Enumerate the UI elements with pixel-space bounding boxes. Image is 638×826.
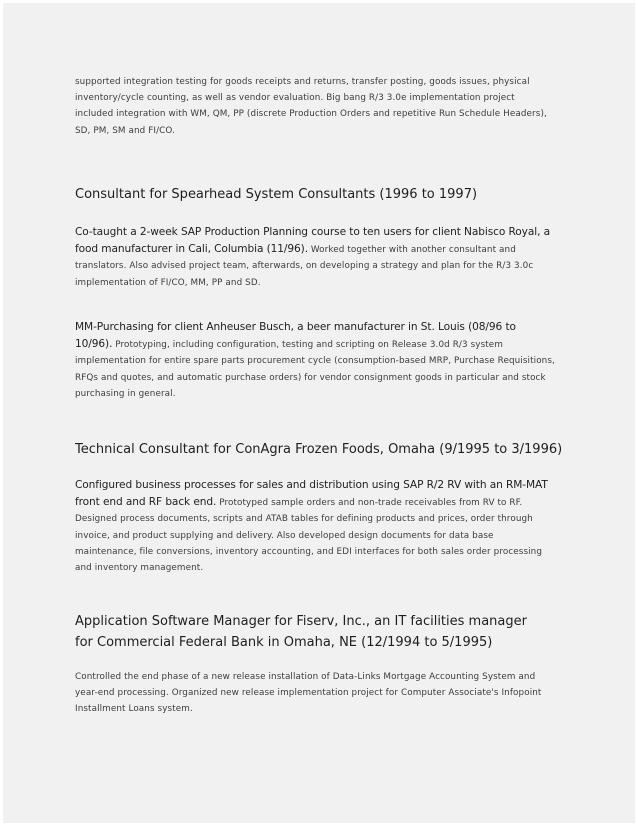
entry-body: Worked together with another consultant and translators. Also advised project team, afterwards, on developing a strategy and plan for the R/3 3.0c implementation of FI/CO, MM, PP and SD. [75,245,534,288]
entry-body: Controlled the end phase of a new release installation of Data-Links Mortgage Accounting System and year-end processing. Organized new release implementation project for Computer Associate's Infopoint Installment Loans system. [75,672,542,715]
intro-paragraph [75,74,555,139]
entry-lead: Configured business processes for sales and distribution using SAP R/2 RV with an RM-MAT front end and RF back end. [75,479,548,509]
entry-anheuser [75,319,555,402]
entry-paragraph [75,477,555,576]
section-heading: Application Software Manager for Fiserv, Inc., an IT facilities manager for Commercial Federal Bank in Omaha, NE (12/1994 to 5/1995) [75,614,527,650]
document-page [3,3,635,823]
entry-body: Prototyping, including configuration, testing and scripting on Release 3.0d R/3 system implementation for entire spare parts procurement cycle (consumption-based MRP, Purchase Requisitions, RFQs and quotes, and automatic purchase orders) for vendor consignment goods in particular and stock purchasing in general. [75,340,555,399]
entry-paragraph [75,224,555,291]
intro-text: supported integration testing for goods receipts and returns, transfer posting, goods issues, physical inventory/cycle counting, as well as vendor evaluation. Big bang R/3 3.0e implementation project included integration with WM, QM, PP (discrete Production Orders and repetitive Run Schedule Headers), SD, PM, SM and FI/CO. [75,77,547,136]
entry-conagra [75,477,555,576]
entry-nabisco [75,224,555,291]
section-heading: Technical Consultant for ConAgra Frozen Foods, Omaha (9/1995 to 3/1996) [75,442,563,457]
section-fiserv [75,612,545,653]
entry-fiserv [75,669,555,718]
section-conagra [75,440,565,460]
entry-lead: Co-taught a 2-week SAP Production Planning course to ten users for client Nabisco Royal, a food manufacturer in Cali, Columbia (11/96). [75,226,550,256]
section-heading: Consultant for Spearhead System Consultants (1996 to 1997) [75,187,478,202]
entry-lead: MM-Purchasing for client Anheuser Busch, a beer manufacturer in St. Louis (08/96 to 10/96). [75,321,516,351]
entry-body: Prototyped sample orders and non-trade receivables from RV to RF. Designed process documents, scripts and ATAB tables for defining products and prices, order through invoice, and product supplying and delivery. Also developed design documents for data base maintenance, file conversions, inventory accounting, and EDI interfaces for both sales order processing and inventory management. [75,498,543,574]
entry-paragraph [75,319,555,402]
section-spearhead [75,185,565,205]
